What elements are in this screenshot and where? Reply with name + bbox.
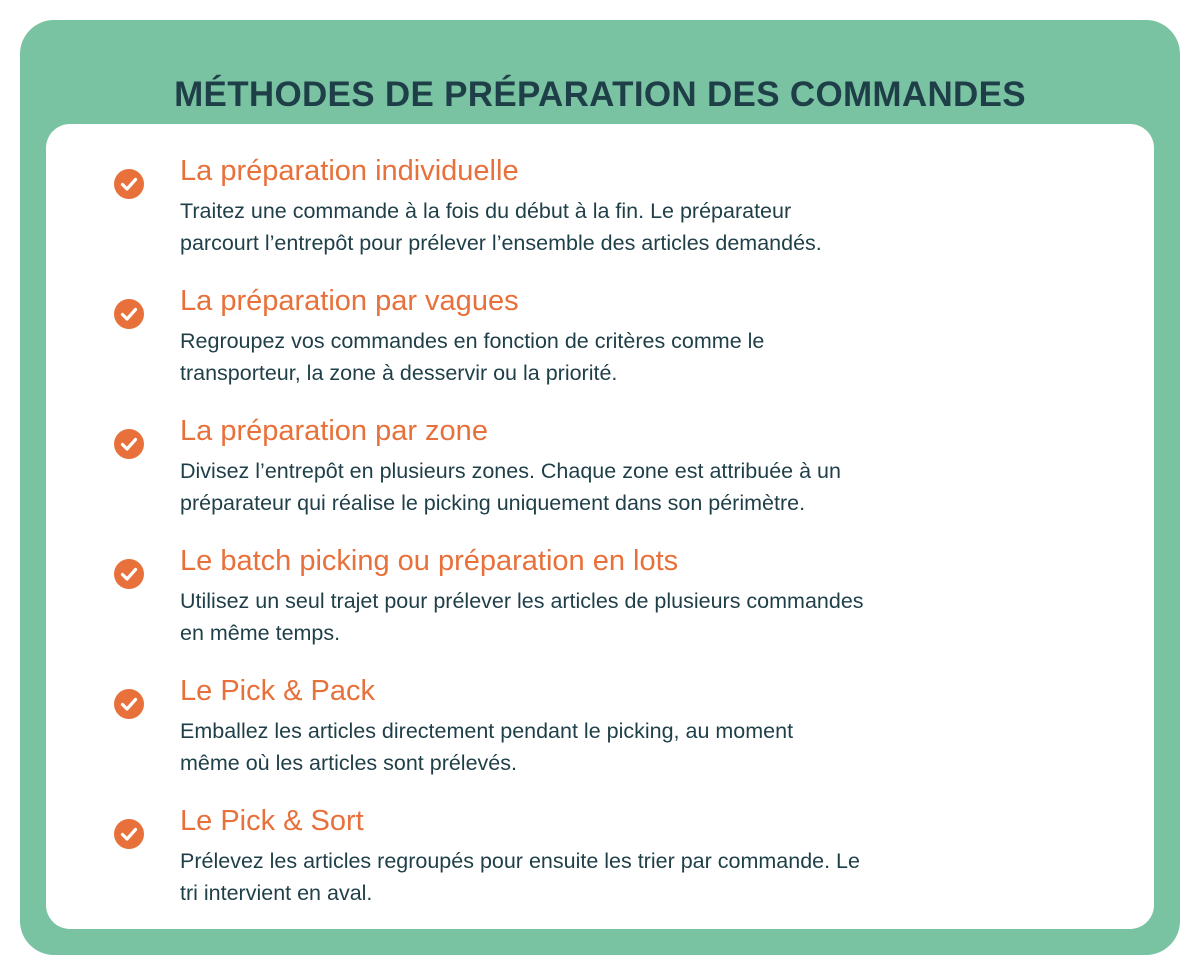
method-description-line: transporteur, la zone à desservir ou la priorité. [180, 361, 618, 385]
page-title: MÉTHODES DE PRÉPARATION DES COMMANDES [174, 75, 1026, 114]
method-description-line: en même temps. [180, 621, 341, 645]
method-item-batch [46, 542, 1154, 672]
check-circle-icon [114, 689, 144, 719]
method-description [180, 195, 1060, 259]
method-item-pick-pack [46, 672, 1154, 802]
methods-list [46, 152, 1154, 932]
method-description-line: parcourt l’entrepôt pour prélever l’ensemble des articles demandés. [180, 231, 822, 255]
method-description [180, 585, 1060, 649]
infographic-frame [20, 20, 1180, 955]
method-description-line: Traitez une commande à la fois du début à la fin. Le préparateur [180, 199, 792, 223]
check-circle-icon [114, 819, 144, 849]
method-description-line: Prélevez les articles regroupés pour ensuite les trier par commande. Le [180, 849, 860, 873]
method-title: Le batch picking ou préparation en lots [180, 545, 679, 577]
method-description-line: préparateur qui réalise le picking uniquement dans son périmètre. [180, 491, 806, 515]
method-item-pick-sort [46, 802, 1154, 932]
check-circle-icon [114, 299, 144, 329]
method-title: La préparation individuelle [180, 155, 519, 187]
check-circle-icon [114, 169, 144, 199]
check-circle-icon [114, 429, 144, 459]
method-description-line: Regroupez vos commandes en fonction de critères comme le [180, 329, 765, 353]
method-title: Le Pick & Sort [180, 805, 364, 837]
method-item-individual [46, 152, 1154, 282]
method-description [180, 715, 1060, 779]
check-circle-icon [114, 559, 144, 589]
method-description-line: Utilisez un seul trajet pour prélever les articles de plusieurs commandes [180, 589, 864, 613]
method-description [180, 845, 1060, 909]
method-description-line: Emballez les articles directement pendant le picking, au moment [180, 719, 794, 743]
method-description [180, 455, 1060, 519]
method-description [180, 325, 1060, 389]
method-description-line: tri intervient en aval. [180, 881, 373, 905]
method-item-zone [46, 412, 1154, 542]
method-title: La préparation par vagues [180, 285, 519, 317]
method-description-line: Divisez l’entrepôt en plusieurs zones. Chaque zone est attribuée à un [180, 459, 841, 483]
methods-card [46, 124, 1154, 929]
method-description-line: même où les articles sont prélevés. [180, 751, 517, 775]
method-title: La préparation par zone [180, 415, 488, 447]
method-title: Le Pick & Pack [180, 675, 376, 707]
method-item-waves [46, 282, 1154, 412]
